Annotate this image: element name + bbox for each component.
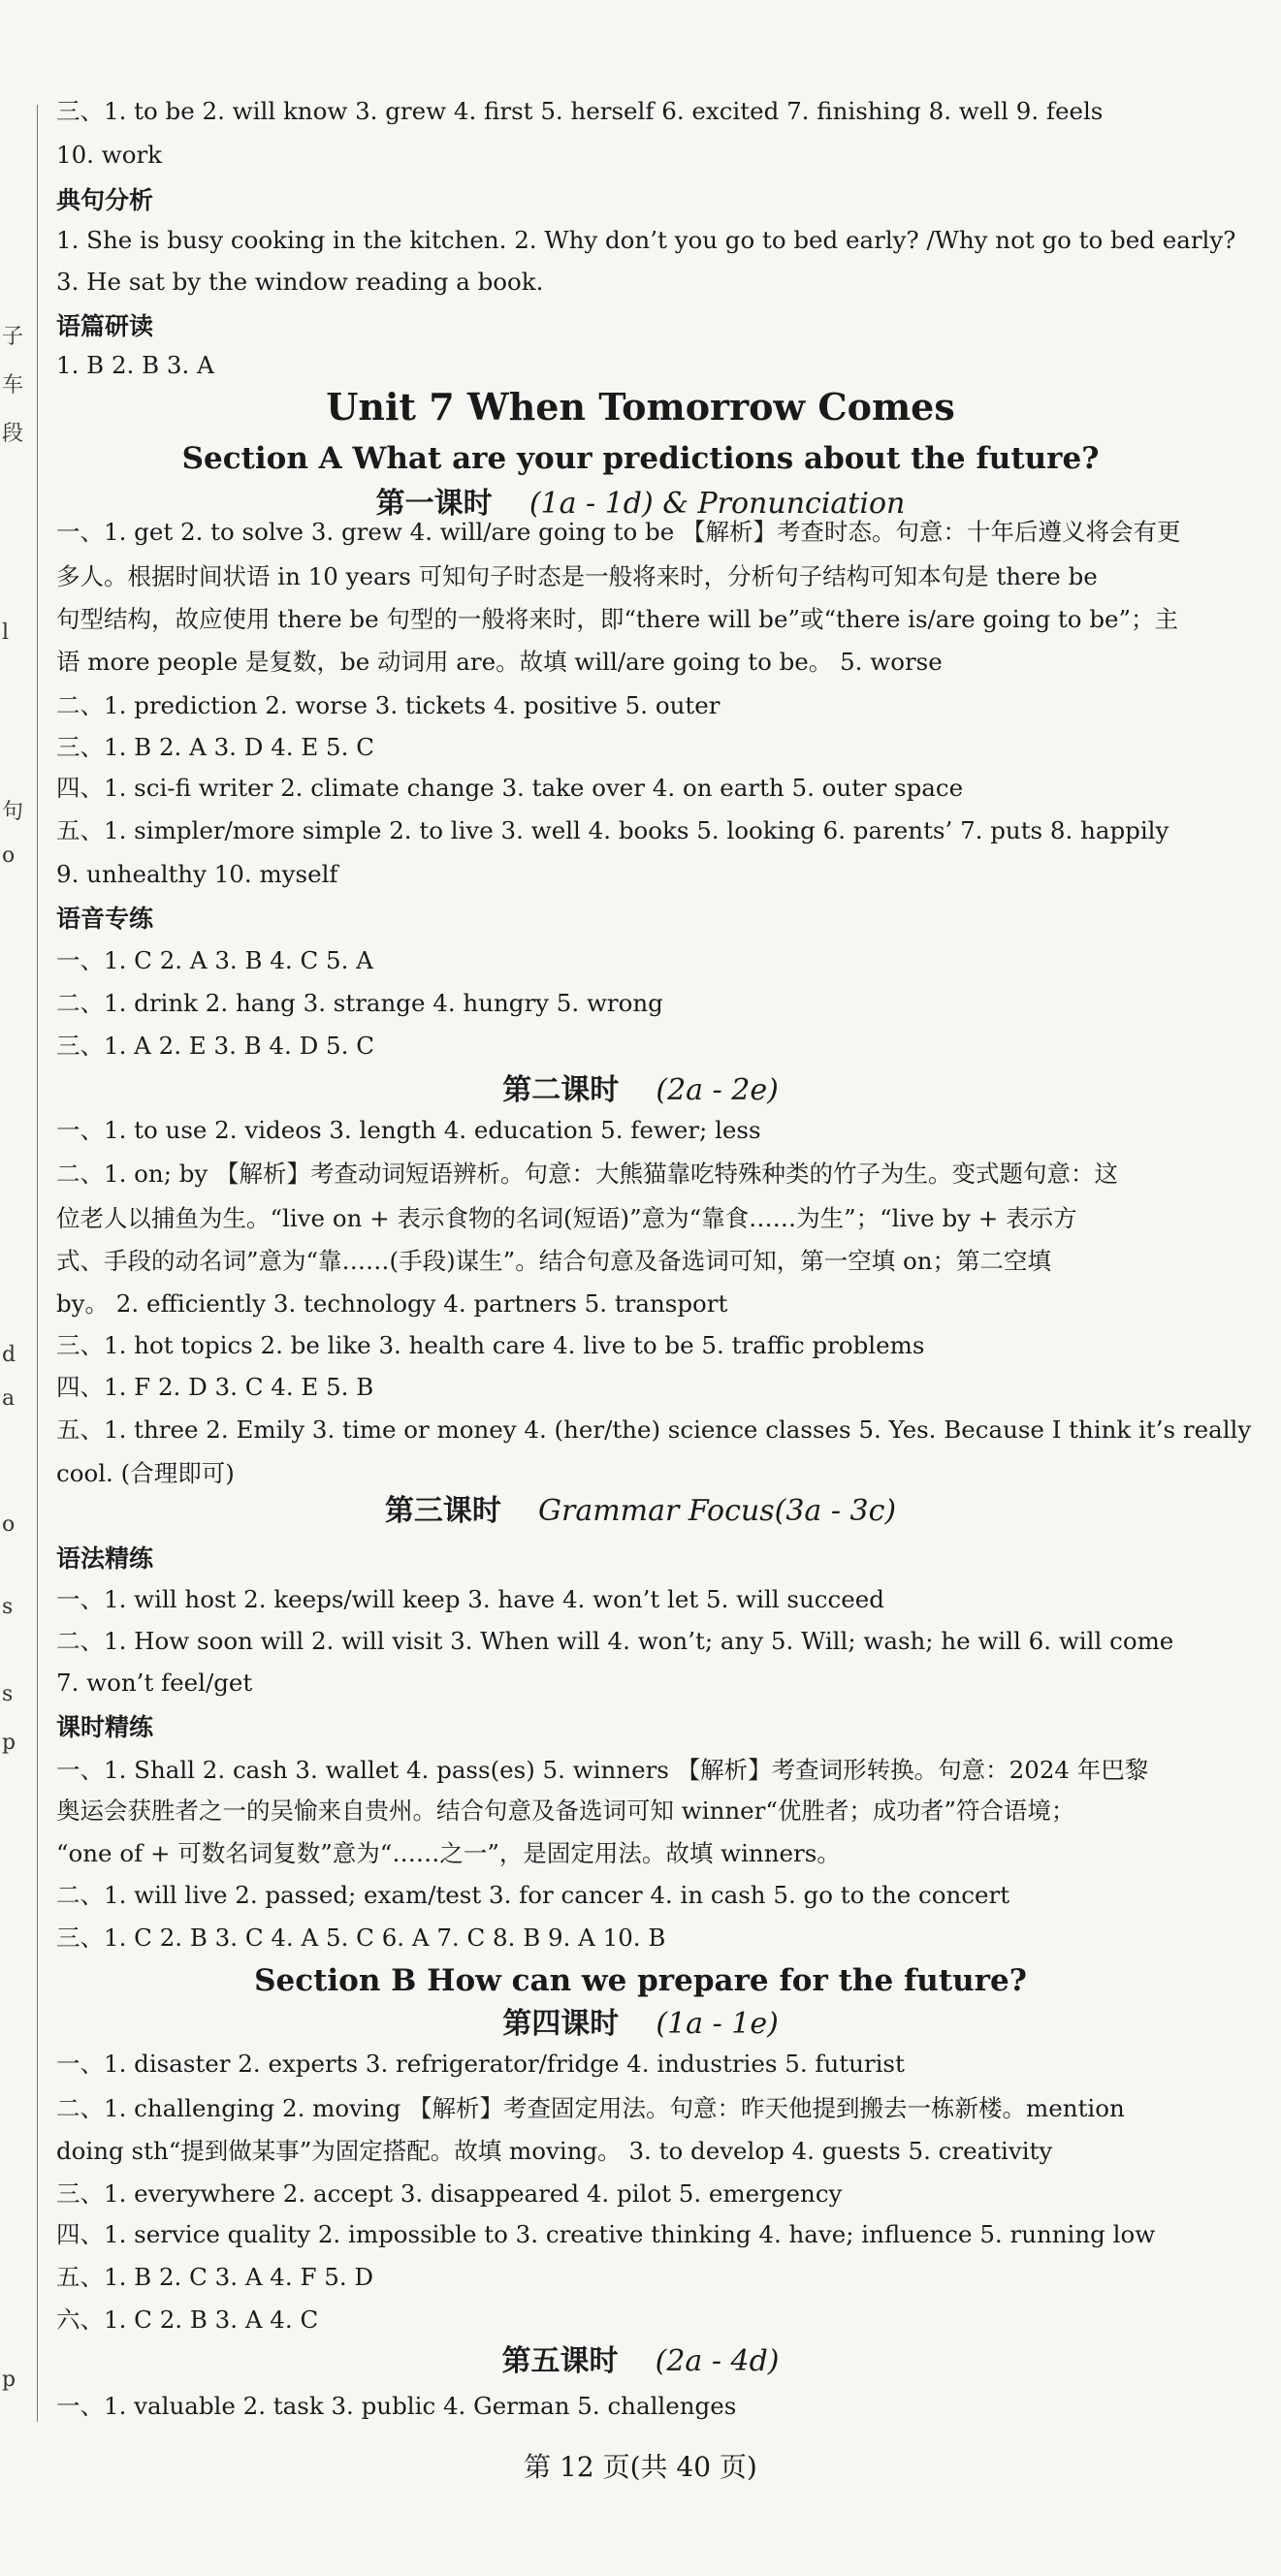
answer-line: 五、1. three 2. Emily 3. time or money 4. (her/the) science classes 5. Yes. Because I think it’s really <box>56 1415 1252 1444</box>
answer-line: 六、1. C 2. B 3. A 4. C <box>56 2306 319 2334</box>
lesson-2-heading <box>0 1073 1281 1108</box>
answer-line: 二、1. on; by 【解析】考查动词短语辨析。句意：大熊猫靠吃特殊种类的竹子为生。变式题句意：这 <box>56 1160 1119 1188</box>
answer-line: “one of + 可数名词复数”意为“……之一”，是固定用法。故填 winners。 <box>56 1839 841 1867</box>
answer-line: 五、1. B 2. C 3. A 4. F 5. D <box>56 2263 374 2291</box>
answer-line: 二、1. drink 2. hang 3. strange 4. hungry 5. wrong <box>56 989 663 1017</box>
subheading: 语音专练 <box>56 905 154 933</box>
margin-fragment: s <box>2 1682 14 1706</box>
answer-line: 一、1. Shall 2. cash 3. wallet 4. pass(es) 5. winners 【解析】考查词形转换。句意：2024 年巴黎 <box>56 1756 1149 1784</box>
lesson-5-title: 第五课时 <box>501 2344 619 2378</box>
answer-line: 四、1. sci-fi writer 2. climate change 3. take over 4. on earth 5. outer space <box>56 774 964 802</box>
answer-line: 三、1. hot topics 2. be like 3. health care 4. live to be 5. traffic problems <box>56 1331 925 1359</box>
lesson-3-title: 第三课时 <box>384 1494 501 1528</box>
subheading: 语法精练 <box>56 1544 154 1573</box>
answer-line: 句型结构，故应使用 there be 句型的一般将来时，即“there will be”或“there is/are going to be”；主 <box>56 605 1179 633</box>
page-footer: 第 12 页(共 40 页) <box>524 2451 757 2483</box>
answer-line: 二、1. prediction 2. worse 3. tickets 4. positive 5. outer <box>56 691 721 719</box>
margin-fragment: 车 <box>2 373 24 398</box>
margin-fragment: 子 <box>2 325 24 349</box>
margin-fragment: 段 <box>2 422 24 446</box>
answer-line: 四、1. service quality 2. impossible to 3. creative thinking 4. have; influence 5. running low <box>56 2220 1156 2248</box>
answer-line: 二、1. will live 2. passed; exam/test 3. for cancer 4. in cash 5. go to the concert <box>56 1881 1010 1909</box>
answer-line: 一、1. valuable 2. task 3. public 4. German 5. challenges <box>56 2392 737 2420</box>
answer-line: 一、1. disaster 2. experts 3. refrigerator/fridge 4. industries 5. futurist <box>56 2050 905 2078</box>
lesson-4-title: 第四课时 <box>502 2007 620 2041</box>
section-a-title: Section A What are your predictions about the future? <box>181 441 1100 476</box>
lesson-1-range: (1a - 1d) & Pronunciation <box>528 487 906 521</box>
lesson-3-heading <box>0 1494 1281 1529</box>
margin-fragment: a <box>2 1386 16 1411</box>
answer-line: 语 more people 是复数，be 动词用 are。故填 will/are going to be。 5. worse <box>56 648 943 676</box>
margin-fragment: d <box>2 1343 16 1367</box>
answer-line: 3. He sat by the window reading a book. <box>56 268 544 296</box>
margin-fragment: l <box>2 620 10 645</box>
answer-line: 式、手段的动名词”意为“靠……(手段)谋生”。结合句意及备选词可知，第一空填 on；第二空填 <box>56 1247 1052 1275</box>
answer-line: 三、1. A 2. E 3. B 4. D 5. C <box>56 1032 374 1060</box>
answer-line: 一、1. to use 2. videos 3. length 4. education 5. fewer; less <box>56 1116 761 1144</box>
lesson-1-title: 第一课时 <box>375 487 493 521</box>
margin-fragment: p <box>2 2368 16 2392</box>
answer-line: by。 2. efficiently 3. technology 4. partners 5. transport <box>56 1289 728 1318</box>
answer-line: 二、1. How soon will 2. will visit 3. When will 4. won’t; any 5. Will; wash; he will 6. will come <box>56 1627 1174 1655</box>
margin-fragment: 句 <box>2 800 24 824</box>
answer-line: 一、1. get 2. to solve 3. grew 4. will/are going to be 【解析】考查时态。句意：十年后遵义将会有更 <box>56 518 1181 546</box>
margin-fragment: p <box>2 1731 16 1755</box>
lesson-5-heading <box>0 2344 1281 2379</box>
answer-line: 奥运会获胜者之一的吴愉来自贵州。结合句意及备选词可知 winner“优胜者；成功者”符合语境； <box>56 1797 1075 1825</box>
margin-fragment: s <box>2 1595 14 1619</box>
lesson-4-heading <box>0 2007 1281 2042</box>
answer-line: 7. won’t feel/get <box>56 1669 253 1697</box>
answer-line: 四、1. F 2. D 3. C 4. E 5. B <box>56 1373 374 1401</box>
answer-line: 多人。根据时间状语 in 10 years 可知句子时态是一般将来时，分析句子结构可知本句是 there be <box>56 562 1098 590</box>
answer-line: 10. work <box>56 141 163 169</box>
answer-line: cool. (合理即可) <box>56 1459 235 1487</box>
margin-fragment: o <box>2 1512 16 1537</box>
answer-line: 1. B 2. B 3. A <box>56 351 214 379</box>
answer-line: 9. unhealthy 10. myself <box>56 860 338 888</box>
section-b-title: Section B How can we prepare for the future? <box>254 1963 1027 1998</box>
answer-line: doing sth“提到做某事”为固定搭配。故填 moving。 3. to develop 4. guests 5. creativity <box>56 2137 1053 2165</box>
answer-line: 1. She is busy cooking in the kitchen. 2. Why don’t you go to bed early? /Why not go to bed early? <box>56 226 1236 254</box>
answer-line: 二、1. challenging 2. moving 【解析】考查固定用法。句意：昨天他提到搬去一栋新楼。mention <box>56 2094 1125 2122</box>
lesson-5-range: (2a - 4d) <box>655 2344 780 2378</box>
lesson-3-range: Grammar Focus(3a - 3c) <box>538 1494 897 1528</box>
unit-title: Unit 7 When Tomorrow Comes <box>326 385 955 429</box>
answer-line: 位老人以捕鱼为生。“live on + 表示食物的名词(短语)”意为“靠食……为生”；“live by + 表示方 <box>56 1204 1077 1232</box>
answer-line: 五、1. simpler/more simple 2. to live 3. well 4. books 5. looking 6. parents’ 7. puts 8. happily <box>56 816 1169 844</box>
answer-line: 三、1. everywhere 2. accept 3. disappeared 4. pilot 5. emergency <box>56 2179 843 2208</box>
answer-line: 三、1. to be 2. will know 3. grew 4. first 5. herself 6. excited 7. finishing 8. well 9. feels <box>56 97 1104 125</box>
answer-line: 三、1. B 2. A 3. D 4. E 5. C <box>56 733 374 761</box>
answer-line: 一、1. C 2. A 3. B 4. C 5. A <box>56 946 373 974</box>
subheading: 典句分析 <box>56 186 154 214</box>
lesson-4-range: (1a - 1e) <box>656 2007 779 2041</box>
subheading: 课时精练 <box>56 1713 154 1741</box>
answer-line: 三、1. C 2. B 3. C 4. A 5. C 6. A 7. C 8. B 9. A 10. B <box>56 1924 666 1952</box>
lesson-2-range: (2a - 2e) <box>656 1073 779 1107</box>
subheading: 语篇研读 <box>56 312 154 340</box>
answer-line: 一、1. will host 2. keeps/will keep 3. have 4. won’t let 5. will succeed <box>56 1585 884 1613</box>
lesson-1-heading <box>0 487 1281 522</box>
margin-fragment: o <box>2 843 16 868</box>
lesson-2-title: 第二课时 <box>502 1073 620 1107</box>
